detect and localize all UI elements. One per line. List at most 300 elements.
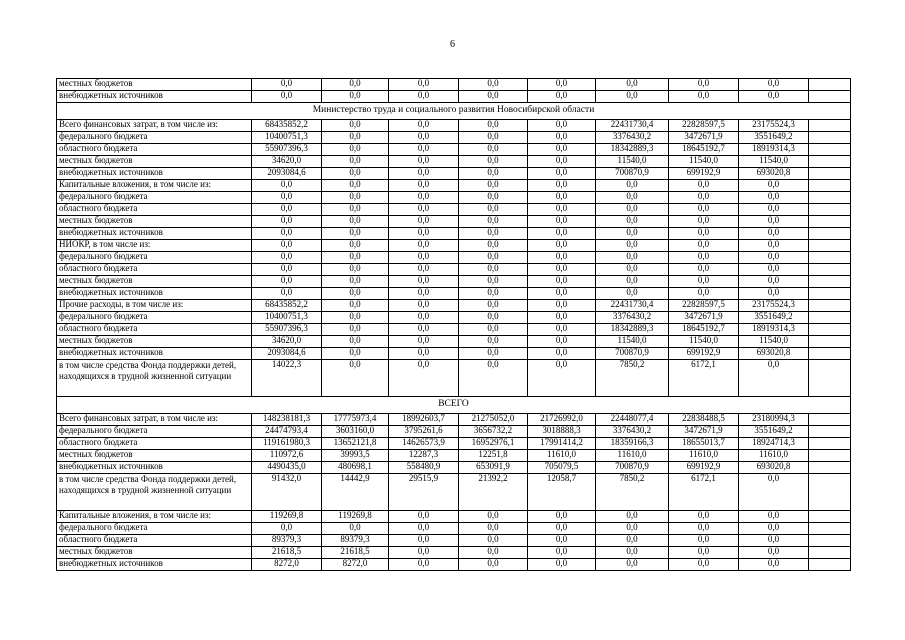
value-cell: 0,0 xyxy=(252,288,322,300)
empty-cell xyxy=(809,324,851,336)
value-cell: 0,0 xyxy=(322,91,389,103)
value-cell: 0,0 xyxy=(322,240,389,252)
empty-cell xyxy=(809,426,851,438)
value-cell: 0,0 xyxy=(459,288,528,300)
value-cell: 0,0 xyxy=(459,312,528,324)
empty-cell xyxy=(809,276,851,288)
empty-cell xyxy=(809,252,851,264)
table-row xyxy=(57,360,851,397)
row-label: Прочие расходы, в том числе из: xyxy=(57,300,252,312)
value-cell: 14626573,9 xyxy=(389,438,459,450)
value-cell: 700870,9 xyxy=(596,168,669,180)
value-cell: 0,0 xyxy=(459,240,528,252)
row-label: Всего финансовых затрат, в том числе из: xyxy=(57,414,252,426)
row-label: местных бюджетов xyxy=(57,156,252,168)
value-cell: 21275052,0 xyxy=(459,414,528,426)
value-cell: 0,0 xyxy=(389,276,459,288)
value-cell: 0,0 xyxy=(389,144,459,156)
value-cell: 0,0 xyxy=(322,312,389,324)
table-row xyxy=(57,474,851,511)
value-cell: 0,0 xyxy=(669,228,739,240)
empty-cell xyxy=(809,360,851,397)
value-cell: 12058,7 xyxy=(528,474,596,511)
value-cell: 0,0 xyxy=(322,348,389,360)
value-cell: 0,0 xyxy=(528,324,596,336)
value-cell: 39993,5 xyxy=(322,450,389,462)
value-cell: 653091,9 xyxy=(459,462,528,474)
value-cell: 0,0 xyxy=(669,180,739,192)
value-cell: 0,0 xyxy=(322,276,389,288)
value-cell: 0,0 xyxy=(596,79,669,91)
value-cell: 0,0 xyxy=(322,523,389,535)
empty-cell xyxy=(809,300,851,312)
value-cell: 0,0 xyxy=(322,336,389,348)
value-cell: 0,0 xyxy=(596,547,669,559)
empty-cell xyxy=(809,523,851,535)
value-cell: 0,0 xyxy=(459,91,528,103)
value-cell: 0,0 xyxy=(528,192,596,204)
value-cell: 3376430,2 xyxy=(596,312,669,324)
value-cell: 0,0 xyxy=(669,523,739,535)
row-label: внебюджетных источников xyxy=(57,168,252,180)
value-cell: 0,0 xyxy=(252,204,322,216)
value-cell: 0,0 xyxy=(252,523,322,535)
value-cell: 0,0 xyxy=(528,120,596,132)
empty-cell xyxy=(809,462,851,474)
value-cell: 0,0 xyxy=(596,535,669,547)
value-cell: 89379,3 xyxy=(322,535,389,547)
value-cell: 0,0 xyxy=(389,132,459,144)
value-cell: 14442,9 xyxy=(322,474,389,511)
section-header-row xyxy=(57,103,851,120)
value-cell: 0,0 xyxy=(322,360,389,397)
value-cell: 480698,1 xyxy=(322,462,389,474)
empty-cell xyxy=(809,414,851,426)
value-cell: 0,0 xyxy=(669,216,739,228)
value-cell: 0,0 xyxy=(669,79,739,91)
value-cell: 0,0 xyxy=(596,276,669,288)
value-cell: 3551649,2 xyxy=(739,132,809,144)
row-label: федерального бюджета xyxy=(57,132,252,144)
value-cell: 0,0 xyxy=(596,288,669,300)
table-row xyxy=(57,312,851,324)
value-cell: 0,0 xyxy=(389,523,459,535)
value-cell: 0,0 xyxy=(459,120,528,132)
value-cell: 0,0 xyxy=(596,511,669,523)
section-title: ВСЕГО xyxy=(57,397,851,414)
row-label: в том числе средства Фонда поддержки детей, находящихся в трудной жизненной ситуации xyxy=(57,474,252,511)
row-label: областного бюджета xyxy=(57,438,252,450)
value-cell: 0,0 xyxy=(389,216,459,228)
value-cell: 0,0 xyxy=(596,216,669,228)
value-cell: 6172,1 xyxy=(669,474,739,511)
value-cell: 119269,8 xyxy=(322,511,389,523)
table-row xyxy=(57,252,851,264)
value-cell: 0,0 xyxy=(252,91,322,103)
value-cell: 0,0 xyxy=(669,240,739,252)
value-cell: 0,0 xyxy=(739,559,809,571)
value-cell: 0,0 xyxy=(739,252,809,264)
value-cell: 0,0 xyxy=(739,79,809,91)
row-label: областного бюджета xyxy=(57,264,252,276)
value-cell: 11540,0 xyxy=(739,156,809,168)
empty-cell xyxy=(809,438,851,450)
value-cell: 0,0 xyxy=(528,79,596,91)
value-cell: 23175524,3 xyxy=(739,120,809,132)
value-cell: 0,0 xyxy=(322,120,389,132)
value-cell: 3472671,9 xyxy=(669,132,739,144)
value-cell: 0,0 xyxy=(669,252,739,264)
value-cell: 0,0 xyxy=(389,511,459,523)
value-cell: 119161980,3 xyxy=(252,438,322,450)
value-cell: 0,0 xyxy=(528,168,596,180)
value-cell: 699192,9 xyxy=(669,462,739,474)
value-cell: 0,0 xyxy=(459,360,528,397)
empty-cell xyxy=(809,535,851,547)
value-cell: 0,0 xyxy=(528,264,596,276)
table-row xyxy=(57,462,851,474)
table-row xyxy=(57,264,851,276)
value-cell: 0,0 xyxy=(528,216,596,228)
value-cell: 705079,5 xyxy=(528,462,596,474)
value-cell: 0,0 xyxy=(669,204,739,216)
financing-table xyxy=(56,78,851,571)
value-cell: 55907396,3 xyxy=(252,144,322,156)
empty-cell xyxy=(809,547,851,559)
value-cell: 0,0 xyxy=(389,180,459,192)
value-cell: 0,0 xyxy=(739,535,809,547)
table-row xyxy=(57,523,851,535)
row-label: местных бюджетов xyxy=(57,79,252,91)
section-header-row xyxy=(57,397,851,414)
value-cell: 0,0 xyxy=(322,300,389,312)
value-cell: 0,0 xyxy=(596,228,669,240)
value-cell: 693020,8 xyxy=(739,462,809,474)
value-cell: 0,0 xyxy=(459,204,528,216)
value-cell: 0,0 xyxy=(596,264,669,276)
value-cell: 12287,3 xyxy=(389,450,459,462)
value-cell: 22838488,5 xyxy=(669,414,739,426)
empty-cell xyxy=(809,120,851,132)
value-cell: 7850,2 xyxy=(596,474,669,511)
value-cell: 0,0 xyxy=(739,264,809,276)
value-cell: 0,0 xyxy=(389,559,459,571)
table-row xyxy=(57,348,851,360)
table-row xyxy=(57,144,851,156)
value-cell: 11540,0 xyxy=(739,336,809,348)
row-label: федерального бюджета xyxy=(57,523,252,535)
empty-cell xyxy=(809,168,851,180)
value-cell: 0,0 xyxy=(669,511,739,523)
table-row xyxy=(57,120,851,132)
value-cell: 3376430,2 xyxy=(596,132,669,144)
value-cell: 0,0 xyxy=(389,264,459,276)
value-cell: 0,0 xyxy=(528,252,596,264)
value-cell: 0,0 xyxy=(252,79,322,91)
empty-cell xyxy=(809,228,851,240)
value-cell: 0,0 xyxy=(322,204,389,216)
table-row xyxy=(57,192,851,204)
value-cell: 14022,3 xyxy=(252,360,322,397)
value-cell: 6172,1 xyxy=(669,360,739,397)
empty-cell xyxy=(809,240,851,252)
row-label: местных бюджетов xyxy=(57,276,252,288)
table-row xyxy=(57,324,851,336)
value-cell: 693020,8 xyxy=(739,348,809,360)
value-cell: 0,0 xyxy=(669,535,739,547)
value-cell: 0,0 xyxy=(389,79,459,91)
value-cell: 13652121,8 xyxy=(322,438,389,450)
value-cell: 558480,9 xyxy=(389,462,459,474)
value-cell: 0,0 xyxy=(389,336,459,348)
value-cell: 0,0 xyxy=(322,180,389,192)
table-row xyxy=(57,204,851,216)
value-cell: 0,0 xyxy=(322,79,389,91)
value-cell: 3795261,6 xyxy=(389,426,459,438)
empty-cell xyxy=(809,204,851,216)
value-cell: 0,0 xyxy=(252,240,322,252)
value-cell: 22828597,5 xyxy=(669,300,739,312)
value-cell: 11610,0 xyxy=(596,450,669,462)
value-cell: 0,0 xyxy=(528,547,596,559)
value-cell: 0,0 xyxy=(528,91,596,103)
empty-cell xyxy=(809,180,851,192)
empty-cell xyxy=(809,79,851,91)
value-cell: 0,0 xyxy=(459,156,528,168)
value-cell: 89379,3 xyxy=(252,535,322,547)
value-cell: 18645192,7 xyxy=(669,324,739,336)
value-cell: 0,0 xyxy=(389,168,459,180)
page-number: 6 xyxy=(450,39,455,50)
value-cell: 0,0 xyxy=(669,559,739,571)
value-cell: 24474793,4 xyxy=(252,426,322,438)
value-cell: 0,0 xyxy=(528,204,596,216)
value-cell: 21618,5 xyxy=(252,547,322,559)
section-title: Министерство труда и социального развития Новосибирской области xyxy=(57,103,851,120)
value-cell: 11610,0 xyxy=(669,450,739,462)
value-cell: 29515,9 xyxy=(389,474,459,511)
value-cell: 0,0 xyxy=(459,228,528,240)
value-cell: 0,0 xyxy=(739,240,809,252)
value-cell: 0,0 xyxy=(389,312,459,324)
value-cell: 3472671,9 xyxy=(669,312,739,324)
value-cell: 0,0 xyxy=(669,276,739,288)
value-cell: 0,0 xyxy=(596,91,669,103)
value-cell: 0,0 xyxy=(459,523,528,535)
value-cell: 0,0 xyxy=(528,300,596,312)
value-cell: 0,0 xyxy=(459,144,528,156)
value-cell: 0,0 xyxy=(252,276,322,288)
value-cell: 21392,2 xyxy=(459,474,528,511)
value-cell: 0,0 xyxy=(459,559,528,571)
value-cell: 0,0 xyxy=(459,216,528,228)
table-row xyxy=(57,91,851,103)
value-cell: 0,0 xyxy=(596,240,669,252)
value-cell: 148238181,3 xyxy=(252,414,322,426)
value-cell: 3018888,3 xyxy=(528,426,596,438)
value-cell: 68435852,2 xyxy=(252,300,322,312)
value-cell: 8272,0 xyxy=(252,559,322,571)
value-cell: 0,0 xyxy=(528,156,596,168)
value-cell: 21726992,0 xyxy=(528,414,596,426)
row-label: внебюджетных источников xyxy=(57,462,252,474)
value-cell: 0,0 xyxy=(459,511,528,523)
value-cell: 699192,9 xyxy=(669,168,739,180)
value-cell: 2093084,6 xyxy=(252,168,322,180)
row-label: областного бюджета xyxy=(57,204,252,216)
row-label: Капитальные вложения, в том числе из: xyxy=(57,180,252,192)
value-cell: 0,0 xyxy=(459,324,528,336)
empty-cell xyxy=(809,511,851,523)
empty-cell xyxy=(809,288,851,300)
value-cell: 0,0 xyxy=(322,264,389,276)
value-cell: 0,0 xyxy=(596,180,669,192)
value-cell: 18919314,3 xyxy=(739,144,809,156)
table-row xyxy=(57,228,851,240)
value-cell: 0,0 xyxy=(459,547,528,559)
value-cell: 0,0 xyxy=(596,204,669,216)
row-label: внебюджетных источников xyxy=(57,559,252,571)
value-cell: 0,0 xyxy=(322,156,389,168)
empty-cell xyxy=(809,474,851,511)
value-cell: 7850,2 xyxy=(596,360,669,397)
value-cell: 0,0 xyxy=(252,252,322,264)
value-cell: 0,0 xyxy=(389,547,459,559)
value-cell: 55907396,3 xyxy=(252,324,322,336)
value-cell: 17991414,2 xyxy=(528,438,596,450)
value-cell: 22431730,4 xyxy=(596,300,669,312)
value-cell: 0,0 xyxy=(596,192,669,204)
value-cell: 34620,0 xyxy=(252,156,322,168)
table-row xyxy=(57,156,851,168)
value-cell: 0,0 xyxy=(739,91,809,103)
value-cell: 23180994,3 xyxy=(739,414,809,426)
row-label: внебюджетных источников xyxy=(57,348,252,360)
table-row xyxy=(57,426,851,438)
value-cell: 0,0 xyxy=(322,144,389,156)
value-cell: 3376430,2 xyxy=(596,426,669,438)
value-cell: 21618,5 xyxy=(322,547,389,559)
value-cell: 0,0 xyxy=(389,324,459,336)
table-row xyxy=(57,276,851,288)
table-row xyxy=(57,288,851,300)
value-cell: 11610,0 xyxy=(528,450,596,462)
value-cell: 0,0 xyxy=(739,228,809,240)
value-cell: 0,0 xyxy=(739,204,809,216)
value-cell: 91432,0 xyxy=(252,474,322,511)
value-cell: 0,0 xyxy=(252,216,322,228)
value-cell: 18359166,3 xyxy=(596,438,669,450)
row-label: местных бюджетов xyxy=(57,450,252,462)
value-cell: 0,0 xyxy=(252,192,322,204)
table-row xyxy=(57,336,851,348)
table-row xyxy=(57,511,851,523)
value-cell: 0,0 xyxy=(322,192,389,204)
value-cell: 17775973,4 xyxy=(322,414,389,426)
row-label: областного бюджета xyxy=(57,144,252,156)
value-cell: 0,0 xyxy=(322,132,389,144)
empty-cell xyxy=(809,156,851,168)
value-cell: 3472671,9 xyxy=(669,426,739,438)
row-label: федерального бюджета xyxy=(57,192,252,204)
value-cell: 0,0 xyxy=(596,559,669,571)
value-cell: 0,0 xyxy=(739,547,809,559)
row-label: местных бюджетов xyxy=(57,336,252,348)
value-cell: 0,0 xyxy=(459,336,528,348)
value-cell: 0,0 xyxy=(459,79,528,91)
empty-cell xyxy=(809,450,851,462)
value-cell: 0,0 xyxy=(528,240,596,252)
value-cell: 18992603,7 xyxy=(389,414,459,426)
table-row xyxy=(57,438,851,450)
table-row xyxy=(57,559,851,571)
value-cell: 0,0 xyxy=(459,276,528,288)
value-cell: 16952976,1 xyxy=(459,438,528,450)
value-cell: 0,0 xyxy=(459,168,528,180)
value-cell: 0,0 xyxy=(389,535,459,547)
value-cell: 22431730,4 xyxy=(596,120,669,132)
row-label: Капитальные вложения, в том числе из: xyxy=(57,511,252,523)
value-cell: 0,0 xyxy=(459,300,528,312)
value-cell: 11540,0 xyxy=(596,156,669,168)
table-row xyxy=(57,414,851,426)
value-cell: 0,0 xyxy=(669,192,739,204)
value-cell: 693020,8 xyxy=(739,168,809,180)
value-cell: 0,0 xyxy=(389,252,459,264)
value-cell: 3656732,2 xyxy=(459,426,528,438)
value-cell: 0,0 xyxy=(528,523,596,535)
empty-cell xyxy=(809,216,851,228)
value-cell: 11610,0 xyxy=(739,450,809,462)
value-cell: 23175524,3 xyxy=(739,300,809,312)
value-cell: 0,0 xyxy=(252,180,322,192)
value-cell: 3551649,2 xyxy=(739,312,809,324)
value-cell: 0,0 xyxy=(322,216,389,228)
value-cell: 110972,6 xyxy=(252,450,322,462)
value-cell: 3603160,0 xyxy=(322,426,389,438)
value-cell: 22828597,5 xyxy=(669,120,739,132)
value-cell: 0,0 xyxy=(528,276,596,288)
value-cell: 0,0 xyxy=(252,228,322,240)
value-cell: 0,0 xyxy=(528,559,596,571)
value-cell: 0,0 xyxy=(459,192,528,204)
table-row xyxy=(57,216,851,228)
row-label: федерального бюджета xyxy=(57,426,252,438)
value-cell: 11540,0 xyxy=(669,156,739,168)
value-cell: 0,0 xyxy=(528,336,596,348)
value-cell: 0,0 xyxy=(528,348,596,360)
table-row xyxy=(57,180,851,192)
value-cell: 0,0 xyxy=(739,216,809,228)
value-cell: 0,0 xyxy=(322,288,389,300)
value-cell: 11540,0 xyxy=(596,336,669,348)
value-cell: 0,0 xyxy=(389,192,459,204)
value-cell: 700870,9 xyxy=(596,348,669,360)
value-cell: 0,0 xyxy=(459,180,528,192)
row-label: внебюджетных источников xyxy=(57,228,252,240)
empty-cell xyxy=(809,312,851,324)
empty-cell xyxy=(809,192,851,204)
value-cell: 0,0 xyxy=(739,523,809,535)
value-cell: 10400751,3 xyxy=(252,132,322,144)
value-cell: 68435852,2 xyxy=(252,120,322,132)
value-cell: 34620,0 xyxy=(252,336,322,348)
value-cell: 2093084,6 xyxy=(252,348,322,360)
value-cell: 0,0 xyxy=(459,348,528,360)
value-cell: 0,0 xyxy=(739,511,809,523)
value-cell: 0,0 xyxy=(528,288,596,300)
value-cell: 0,0 xyxy=(739,276,809,288)
